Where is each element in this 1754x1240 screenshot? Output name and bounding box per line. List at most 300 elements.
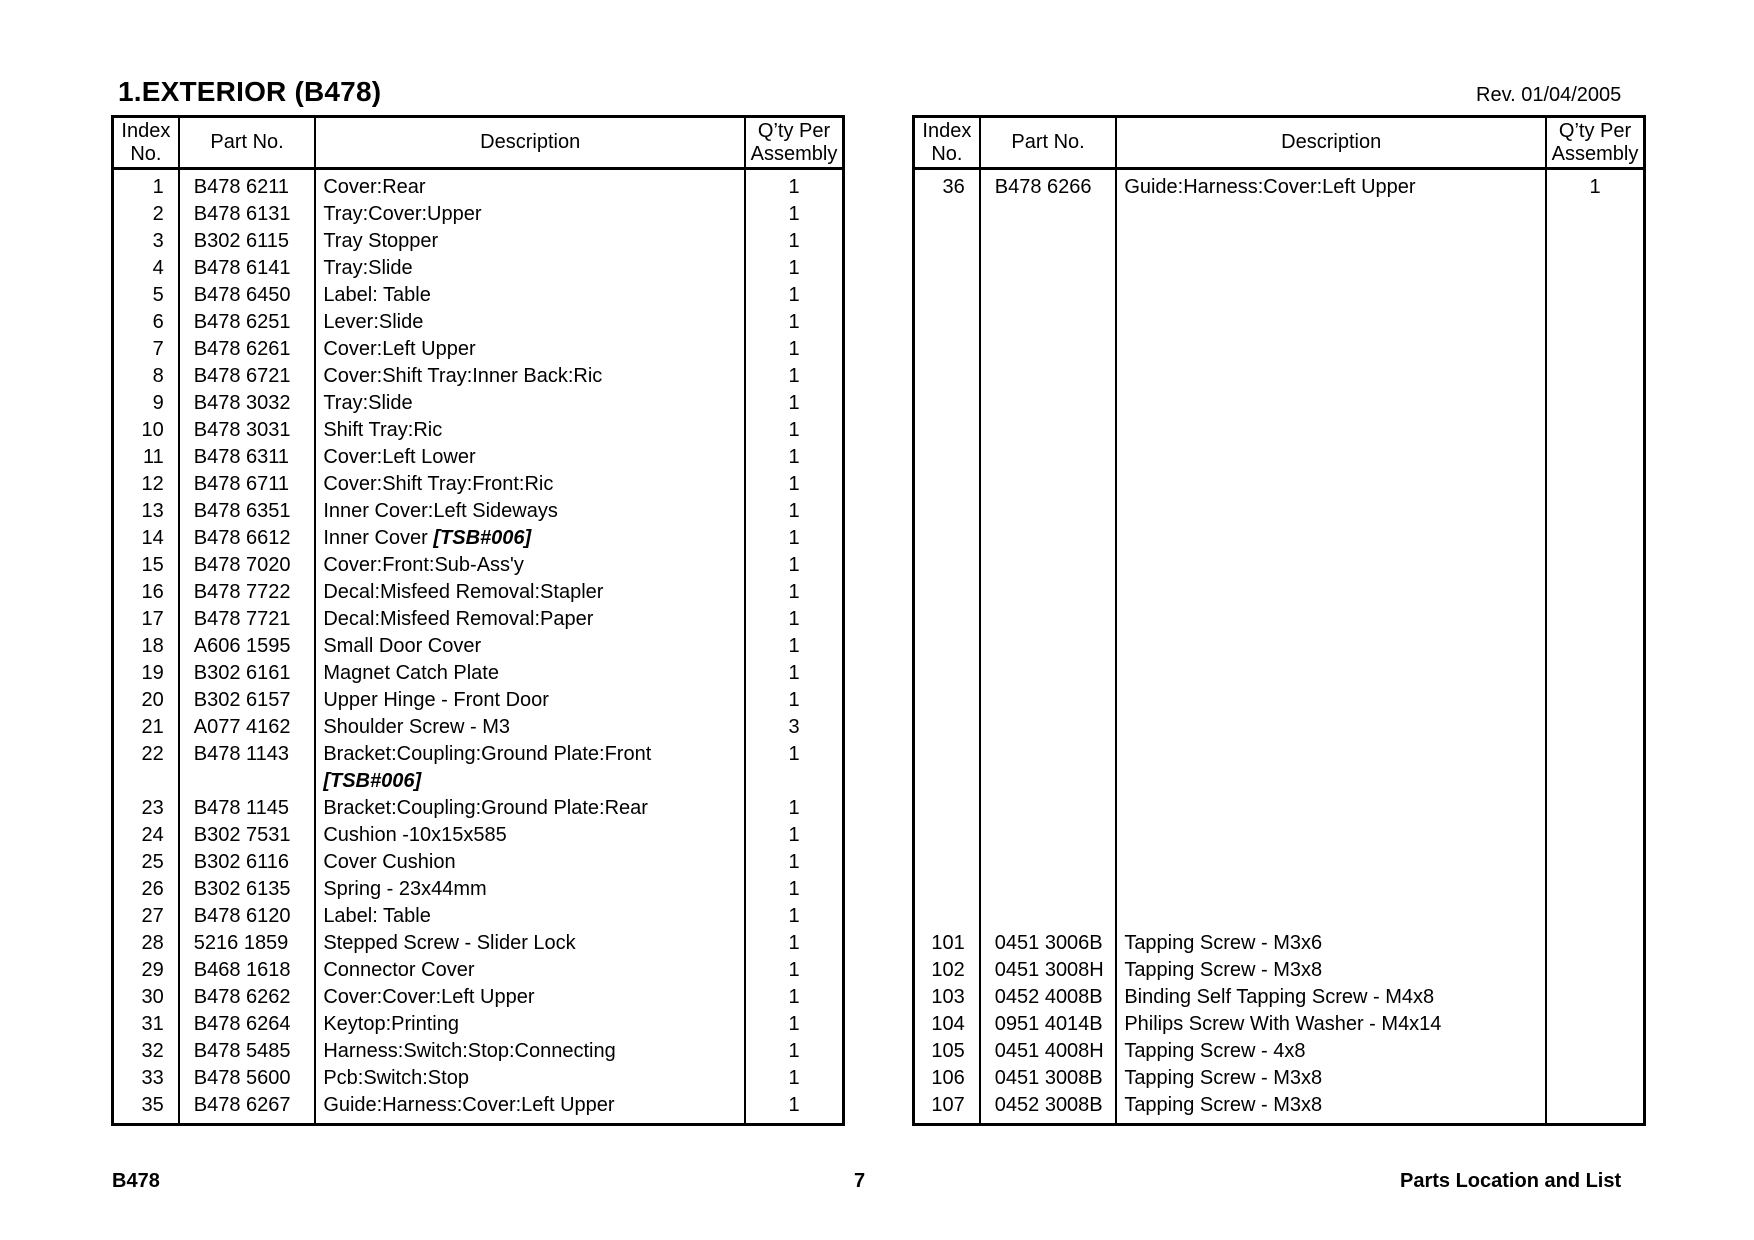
description-cell: Spring - 23x44mm (315, 876, 745, 903)
quantity-cell: 1 (745, 228, 843, 255)
index-header: Index No. (914, 117, 980, 169)
description-cell: Shift Tray:Ric (315, 417, 745, 444)
table-row (914, 552, 1645, 579)
table-row (914, 363, 1645, 390)
index-cell (914, 660, 980, 687)
part-number-cell: B478 3032 (179, 390, 316, 417)
part-number-cell (980, 849, 1117, 876)
quantity-cell (1546, 255, 1644, 282)
part-number-cell: B302 6115 (179, 228, 316, 255)
quantity-cell: 1 (745, 282, 843, 309)
index-cell (914, 390, 980, 417)
index-cell: 31 (141, 1013, 164, 1035)
description-cell (1116, 795, 1546, 822)
index-cell: 23 (141, 797, 164, 819)
description-cell (1116, 903, 1546, 930)
index-cell (914, 282, 980, 309)
quantity-cell: 1 (745, 741, 843, 768)
description-cell (1116, 228, 1546, 255)
description-cell: Connector Cover (315, 957, 745, 984)
description-cell: Guide:Harness:Cover:Left Upper (1116, 169, 1546, 202)
quantity-cell (1546, 687, 1644, 714)
quantity-cell: 1 (745, 984, 843, 1011)
index-cell: 107 (931, 1094, 965, 1116)
part-number-cell: 0452 4008B (980, 984, 1117, 1011)
index-cell: 5 (152, 284, 164, 306)
table-row (914, 417, 1645, 444)
index-cell (914, 309, 980, 336)
table-row (113, 1011, 844, 1038)
description-cell: Cover:Rear (315, 169, 745, 202)
part-number-cell (980, 417, 1117, 444)
description-cell: Inner Cover:Left Sideways (315, 498, 745, 525)
index-cell: 30 (141, 986, 164, 1008)
index-cell (914, 822, 980, 849)
part-number-cell (980, 714, 1117, 741)
index-cell: 106 (931, 1067, 965, 1089)
part-number-cell: B478 1145 (179, 795, 316, 822)
quantity-cell: 1 (745, 498, 843, 525)
table-row (113, 1092, 844, 1125)
description-cell (1116, 417, 1546, 444)
description-cell (1116, 201, 1546, 228)
quantity-cell: 1 (745, 390, 843, 417)
part-number-cell (980, 660, 1117, 687)
index-cell: 6 (152, 311, 164, 333)
part-number-cell (980, 498, 1117, 525)
quantity-cell: 1 (745, 930, 843, 957)
table-row (113, 660, 844, 687)
index-cell (914, 903, 980, 930)
table-row (113, 498, 844, 525)
table-row (113, 169, 844, 202)
table-header-row (113, 117, 844, 169)
index-cell (914, 255, 980, 282)
description-cell: Decal:Misfeed Removal:Stapler (315, 579, 745, 606)
part-number-cell: B478 1143 (179, 741, 316, 768)
quantity-cell (1546, 741, 1644, 768)
description-cell: Guide:Harness:Cover:Left Upper (315, 1092, 745, 1125)
description-cell (1116, 471, 1546, 498)
part-number-cell (980, 633, 1117, 660)
part-number-cell (980, 552, 1117, 579)
part-number-cell (980, 741, 1117, 768)
quantity-cell (1546, 984, 1644, 1011)
table-row (914, 471, 1645, 498)
quantity-cell: 1 (745, 363, 843, 390)
description-cell: Cover:Front:Sub-Ass'y (315, 552, 745, 579)
table-row (113, 930, 844, 957)
quantity-cell: 1 (745, 579, 843, 606)
index-cell (914, 687, 980, 714)
part-number-cell (980, 579, 1117, 606)
index-cell: 1 (152, 176, 164, 198)
description-cell: Philips Screw With Washer - M4x14 (1116, 1011, 1546, 1038)
description-header: Description (315, 117, 745, 169)
table-row (914, 255, 1645, 282)
part-number-cell (980, 309, 1117, 336)
index-cell: 17 (141, 608, 164, 630)
description-cell (1116, 552, 1546, 579)
description-cell: Small Door Cover (315, 633, 745, 660)
quantity-cell: 1 (745, 1092, 843, 1125)
footer-section-title: Parts Location and List (1400, 1170, 1622, 1192)
table-row (113, 822, 844, 849)
description-cell: Binding Self Tapping Screw - M4x8 (1116, 984, 1546, 1011)
index-cell: 104 (931, 1013, 965, 1035)
table-row (914, 282, 1645, 309)
index-cell: 36 (942, 176, 965, 198)
description-cell (1116, 255, 1546, 282)
part-number-cell: B478 7722 (179, 579, 316, 606)
index-cell: 25 (141, 851, 164, 873)
index-cell (914, 795, 980, 822)
index-cell (914, 606, 980, 633)
index-cell (914, 741, 980, 768)
quantity-cell: 3 (745, 714, 843, 741)
description-header: Description (1116, 117, 1546, 169)
part-number-cell: B478 6351 (179, 498, 316, 525)
table-header-row (914, 117, 1645, 169)
quantity-cell: 1 (745, 633, 843, 660)
table-row (914, 903, 1645, 930)
part-number-cell: 0451 4008H (980, 1038, 1117, 1065)
description-cell (1116, 633, 1546, 660)
description-cell (1116, 660, 1546, 687)
table-row (113, 282, 844, 309)
part-number-cell: B302 7531 (179, 822, 316, 849)
part-number-cell: 0451 3008B (980, 1065, 1117, 1092)
index-cell (914, 363, 980, 390)
part-number-cell: 0452 3008B (980, 1092, 1117, 1125)
description-cell (1116, 606, 1546, 633)
part-number-cell: B478 6721 (179, 363, 316, 390)
description-cell (1116, 768, 1546, 795)
index-cell: 103 (931, 986, 965, 1008)
part-number-cell (980, 471, 1117, 498)
part-number-cell (980, 228, 1117, 255)
table-row (914, 444, 1645, 471)
description-cell: Bracket:Coupling:Ground Plate:Rear (315, 795, 745, 822)
table-row (113, 363, 844, 390)
part-number-cell: B478 6141 (179, 255, 316, 282)
index-cell: 3 (152, 230, 164, 252)
part-number-cell (980, 876, 1117, 903)
description-cell: Bracket:Coupling:Ground Plate:Front (315, 741, 745, 768)
table-row (914, 1038, 1645, 1065)
quantity-cell (745, 768, 843, 795)
description-cell: Tapping Screw - 4x8 (1116, 1038, 1546, 1065)
index-cell (914, 201, 980, 228)
quantity-cell (1546, 606, 1644, 633)
part-number-cell: B478 6266 (980, 169, 1117, 202)
quantity-cell (1546, 228, 1644, 255)
quantity-cell: 1 (745, 309, 843, 336)
table-row (914, 957, 1645, 984)
index-cell: 14 (141, 527, 164, 549)
quantity-cell (1546, 957, 1644, 984)
index-cell (914, 228, 980, 255)
table-row (914, 390, 1645, 417)
description-cell: Tapping Screw - M3x8 (1116, 1092, 1546, 1125)
index-cell (914, 849, 980, 876)
quantity-cell (1546, 903, 1644, 930)
index-cell: 7 (152, 338, 164, 360)
quantity-cell: 1 (745, 1011, 843, 1038)
index-cell (914, 444, 980, 471)
table-row (914, 169, 1645, 202)
quantity-cell (1546, 714, 1644, 741)
index-cell: 105 (931, 1040, 965, 1062)
part-number-cell: B478 3031 (179, 417, 316, 444)
table-row (113, 579, 844, 606)
description-cell: Cover:Shift Tray:Front:Ric (315, 471, 745, 498)
index-cell: 4 (152, 257, 164, 279)
description-cell: Lever:Slide (315, 309, 745, 336)
part-number-cell (980, 687, 1117, 714)
index-cell: 27 (141, 905, 164, 927)
quantity-cell: 1 (1546, 169, 1644, 202)
table-row (914, 336, 1645, 363)
table-row (113, 984, 844, 1011)
quantity-cell: 1 (745, 169, 843, 202)
index-cell (914, 633, 980, 660)
quantity-cell: 1 (745, 903, 843, 930)
quantity-cell (1546, 579, 1644, 606)
description-cell: Tray:Cover:Upper (315, 201, 745, 228)
part-number-cell: A077 4162 (179, 714, 316, 741)
quantity-cell: 1 (745, 444, 843, 471)
table-row (914, 741, 1645, 768)
part-no-header: Part No. (980, 117, 1117, 169)
index-cell: 19 (141, 662, 164, 684)
index-cell: 22 (141, 743, 164, 765)
quantity-cell: 1 (745, 1038, 843, 1065)
index-cell: 24 (141, 824, 164, 846)
quantity-cell (1546, 471, 1644, 498)
table-row (113, 471, 844, 498)
quantity-cell (1546, 444, 1644, 471)
index-cell: 35 (141, 1094, 164, 1116)
part-number-cell: 0451 3006B (980, 930, 1117, 957)
part-number-cell: A606 1595 (179, 633, 316, 660)
description-cell: Harness:Switch:Stop:Connecting (315, 1038, 745, 1065)
description-cell (1116, 579, 1546, 606)
index-cell: 32 (141, 1040, 164, 1062)
part-number-cell: B478 7020 (179, 552, 316, 579)
part-number-cell: 5216 1859 (179, 930, 316, 957)
quantity-cell: 1 (745, 687, 843, 714)
index-cell: 13 (141, 500, 164, 522)
part-number-cell: B302 6157 (179, 687, 316, 714)
table-row (113, 903, 844, 930)
part-number-cell: B478 6267 (179, 1092, 316, 1125)
description-cell: Pcb:Switch:Stop (315, 1065, 745, 1092)
index-cell: 101 (931, 932, 965, 954)
description-cell: Stepped Screw - Slider Lock (315, 930, 745, 957)
index-cell (914, 579, 980, 606)
table-row (914, 201, 1645, 228)
index-cell (914, 336, 980, 363)
part-number-cell (980, 201, 1117, 228)
description-cell (1116, 822, 1546, 849)
table-row (113, 390, 844, 417)
quantity-cell: 1 (745, 336, 843, 363)
description-cell (1116, 876, 1546, 903)
part-number-cell (980, 336, 1117, 363)
table-row (113, 795, 844, 822)
quantity-cell: 1 (745, 606, 843, 633)
index-cell: 10 (141, 419, 164, 441)
quantity-cell (1546, 930, 1644, 957)
table-row (914, 525, 1645, 552)
index-cell: 12 (141, 473, 164, 495)
table-row (113, 687, 844, 714)
index-cell (113, 768, 179, 795)
index-cell: 2 (152, 203, 164, 225)
index-cell (914, 498, 980, 525)
part-number-cell (980, 903, 1117, 930)
part-number-cell: B302 6161 (179, 660, 316, 687)
quantity-cell: 1 (745, 822, 843, 849)
quantity-cell (1546, 660, 1644, 687)
part-number-cell (980, 444, 1117, 471)
index-cell: 8 (152, 365, 164, 387)
index-cell: 29 (141, 959, 164, 981)
index-cell (914, 552, 980, 579)
quantity-cell (1546, 1038, 1644, 1065)
description-cell: Upper Hinge - Front Door (315, 687, 745, 714)
quantity-cell (1546, 768, 1644, 795)
table-row (113, 228, 844, 255)
table-row (914, 795, 1645, 822)
quantity-cell (1546, 309, 1644, 336)
part-number-cell: B478 6262 (179, 984, 316, 1011)
index-cell: 16 (141, 581, 164, 603)
table-row (914, 498, 1645, 525)
table-row (113, 633, 844, 660)
index-cell: 15 (141, 554, 164, 576)
part-number-cell (980, 255, 1117, 282)
table-row (914, 579, 1645, 606)
table-row (914, 606, 1645, 633)
index-cell (914, 417, 980, 444)
description-cell: Tray Stopper (315, 228, 745, 255)
index-cell (914, 714, 980, 741)
index-cell: 28 (141, 932, 164, 954)
description-cell (1116, 714, 1546, 741)
qty-header: Q’ty Per Assembly (1546, 117, 1644, 169)
table-row (113, 1065, 844, 1092)
quantity-cell: 1 (745, 417, 843, 444)
index-cell: 18 (141, 635, 164, 657)
description-cell (1116, 444, 1546, 471)
quantity-cell: 1 (745, 552, 843, 579)
part-number-cell: B478 6450 (179, 282, 316, 309)
part-number-cell (179, 768, 316, 795)
table-row (113, 444, 844, 471)
description-cell (1116, 336, 1546, 363)
description-cell: Cover:Cover:Left Upper (315, 984, 745, 1011)
table-row (914, 1065, 1645, 1092)
description-cell: Decal:Misfeed Removal:Paper (315, 606, 745, 633)
part-number-cell: B478 5600 (179, 1065, 316, 1092)
quantity-cell (1546, 498, 1644, 525)
quantity-cell (1546, 1065, 1644, 1092)
quantity-cell (1546, 201, 1644, 228)
part-number-cell: B478 6261 (179, 336, 316, 363)
page-title: 1.EXTERIOR (B478) (118, 76, 382, 107)
quantity-cell (1546, 552, 1644, 579)
revision-date: Rev. 01/04/2005 (1476, 84, 1622, 106)
table-row (914, 309, 1645, 336)
part-number-cell: B478 6211 (179, 169, 316, 202)
quantity-cell (1546, 876, 1644, 903)
index-cell: 9 (152, 392, 164, 414)
description-cell: Cover Cushion (315, 849, 745, 876)
description-cell: Cushion -10x15x585 (315, 822, 745, 849)
description-cell: Shoulder Screw - M3 (315, 714, 745, 741)
description-cell (1116, 741, 1546, 768)
table-row (914, 849, 1645, 876)
table-row (113, 255, 844, 282)
part-number-cell: B468 1618 (179, 957, 316, 984)
table-row (914, 930, 1645, 957)
part-number-cell: B302 6135 (179, 876, 316, 903)
description-cell (1116, 309, 1546, 336)
table-row (113, 417, 844, 444)
qty-header: Q’ty Per Assembly (745, 117, 843, 169)
part-number-cell: B478 6251 (179, 309, 316, 336)
quantity-cell: 1 (745, 849, 843, 876)
description-cell (1116, 282, 1546, 309)
table-row (914, 660, 1645, 687)
quantity-cell: 1 (745, 201, 843, 228)
table-row (914, 633, 1645, 660)
quantity-cell (1546, 795, 1644, 822)
tsb-reference: [TSB#006] (323, 770, 422, 792)
index-cell (914, 876, 980, 903)
index-cell: 26 (141, 878, 164, 900)
quantity-cell (1546, 822, 1644, 849)
table-row (914, 1092, 1645, 1125)
description-cell: Label: Table (315, 282, 745, 309)
index-cell: 33 (141, 1067, 164, 1089)
part-number-cell: B478 5485 (179, 1038, 316, 1065)
quantity-cell: 1 (745, 876, 843, 903)
part-number-cell (980, 282, 1117, 309)
description-cell (1116, 687, 1546, 714)
table-row (113, 741, 844, 768)
table-row (914, 714, 1645, 741)
table-row (113, 876, 844, 903)
part-number-cell: B478 6612 (179, 525, 316, 552)
table-row (914, 228, 1645, 255)
part-number-cell (980, 606, 1117, 633)
part-number-cell: B478 6131 (179, 201, 316, 228)
description-cell: Inner Cover [TSB#006] (315, 525, 745, 552)
part-number-cell: B302 6116 (179, 849, 316, 876)
description-cell (1116, 390, 1546, 417)
description-cell: Label: Table (315, 903, 745, 930)
description-cell: Tapping Screw - M3x8 (1116, 1065, 1546, 1092)
part-number-cell: B478 7721 (179, 606, 316, 633)
table-row (914, 1011, 1645, 1038)
quantity-cell (1546, 282, 1644, 309)
description-cell: Tray:Slide (315, 390, 745, 417)
description-cell: Cover:Shift Tray:Inner Back:Ric (315, 363, 745, 390)
index-cell: 11 (143, 446, 164, 468)
